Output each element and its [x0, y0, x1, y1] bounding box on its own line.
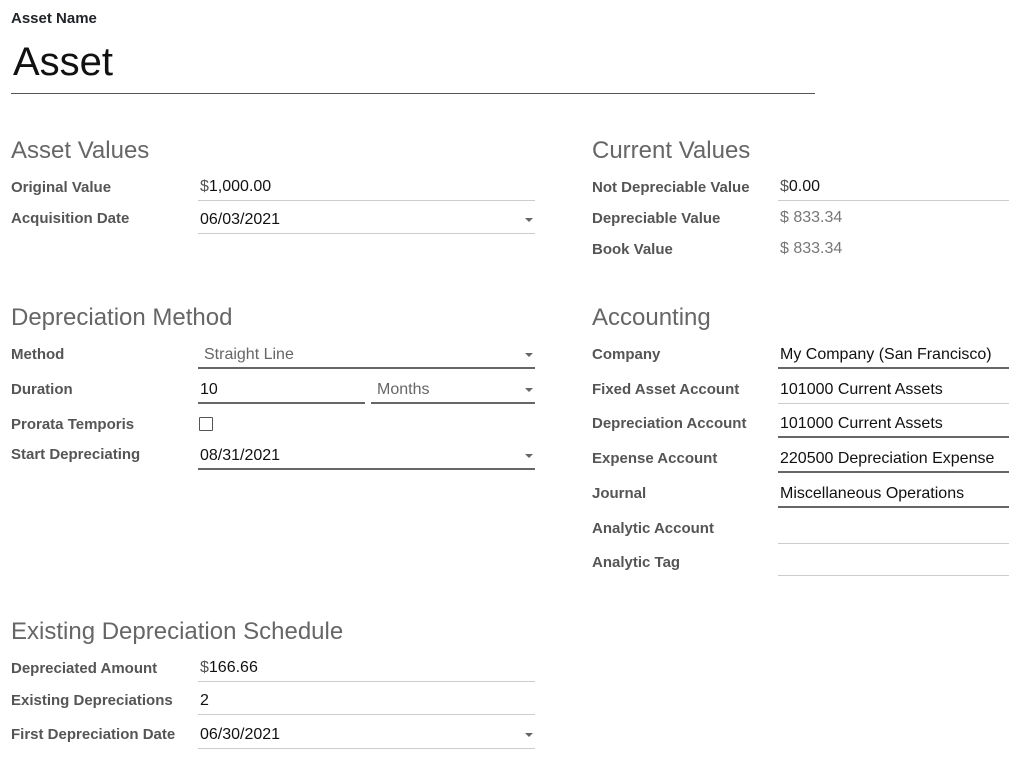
asset-name-label: Asset Name	[11, 10, 97, 27]
analytic-tag-select[interactable]	[778, 550, 1009, 576]
acquisition-date-input[interactable]	[198, 208, 535, 234]
acquisition-date-text: 06/03/2021	[200, 211, 281, 228]
first-depreciation-date-label: First Depreciation Date	[11, 726, 176, 743]
prorata-label: Prorata Temporis	[11, 416, 135, 433]
fixed-asset-account-select[interactable]: 101000 Current Assets	[778, 378, 1009, 404]
analytic-tag-label: Analytic Tag	[592, 554, 681, 571]
start-depreciating-label: Start Depreciating	[11, 446, 141, 463]
current-values-title: Current Values	[592, 137, 751, 164]
original-value-label: Original Value	[11, 179, 112, 196]
chevron-down-icon	[525, 353, 533, 357]
method-select[interactable]	[198, 343, 535, 369]
company-select[interactable]: My Company (San Francisco)	[778, 343, 1009, 369]
chevron-down-icon	[525, 454, 533, 458]
expense-account-select[interactable]: 220500 Depreciation Expense	[778, 447, 1009, 473]
depreciable-value-label: Depreciable Value	[592, 210, 721, 227]
depreciable-value: $ 833.34	[780, 209, 843, 226]
analytic-account-label: Analytic Account	[592, 520, 714, 537]
existing-depreciations-label: Existing Depreciations	[11, 692, 173, 709]
book-value: $ 833.34	[780, 240, 843, 257]
depreciated-amount-text: 166.66	[208, 659, 258, 676]
depreciated-amount-input[interactable]	[198, 656, 535, 682]
asset-values-title: Asset Values	[11, 137, 150, 164]
analytic-account-select[interactable]	[778, 518, 1009, 544]
depreciated-amount-label: Depreciated Amount	[11, 660, 158, 677]
existing-depreciations-input[interactable]: 2	[198, 689, 535, 715]
depreciation-account-label: Depreciation Account	[592, 415, 747, 432]
acquisition-date-label: Acquisition Date	[11, 210, 130, 227]
existing-schedule-title: Existing Depreciation Schedule	[11, 618, 344, 645]
expense-account-label: Expense Account	[592, 450, 718, 467]
chevron-down-icon	[525, 388, 533, 392]
chevron-down-icon	[525, 218, 533, 222]
company-label: Company	[592, 346, 661, 363]
depreciation-account-select[interactable]: 101000 Current Assets	[778, 412, 1009, 438]
book-value-label: Book Value	[592, 241, 673, 258]
duration-input[interactable]: 10	[198, 378, 365, 404]
depreciation-method-title: Depreciation Method	[11, 304, 233, 331]
not-depreciable-input[interactable]	[778, 175, 1009, 201]
duration-unit-text: Months	[377, 381, 430, 398]
original-value-text: 1,000.00	[208, 178, 272, 195]
not-depreciable-label: Not Depreciable Value	[592, 179, 750, 196]
method-label: Method	[11, 346, 65, 363]
method-text: Straight Line	[204, 346, 294, 363]
first-depreciation-date-text: 06/30/2021	[200, 726, 281, 743]
journal-label: Journal	[592, 485, 647, 502]
original-value-input[interactable]	[198, 175, 535, 201]
journal-select[interactable]: Miscellaneous Operations	[778, 482, 1009, 508]
start-depreciating-text: 08/31/2021	[200, 447, 281, 464]
chevron-down-icon	[525, 733, 533, 737]
currency-symbol: $	[200, 659, 209, 676]
start-depreciating-input[interactable]	[198, 444, 535, 470]
prorata-checkbox[interactable]	[199, 417, 213, 431]
not-depreciable-text: 0.00	[788, 178, 821, 195]
first-depreciation-date-input[interactable]	[198, 723, 535, 749]
asset-name-input[interactable]: Asset	[11, 38, 815, 94]
fixed-asset-account-label: Fixed Asset Account	[592, 381, 740, 398]
accounting-title: Accounting	[592, 304, 711, 331]
currency-symbol: $	[780, 178, 789, 195]
duration-label: Duration	[11, 381, 73, 398]
duration-unit-select[interactable]	[371, 378, 535, 404]
currency-symbol: $	[200, 178, 209, 195]
